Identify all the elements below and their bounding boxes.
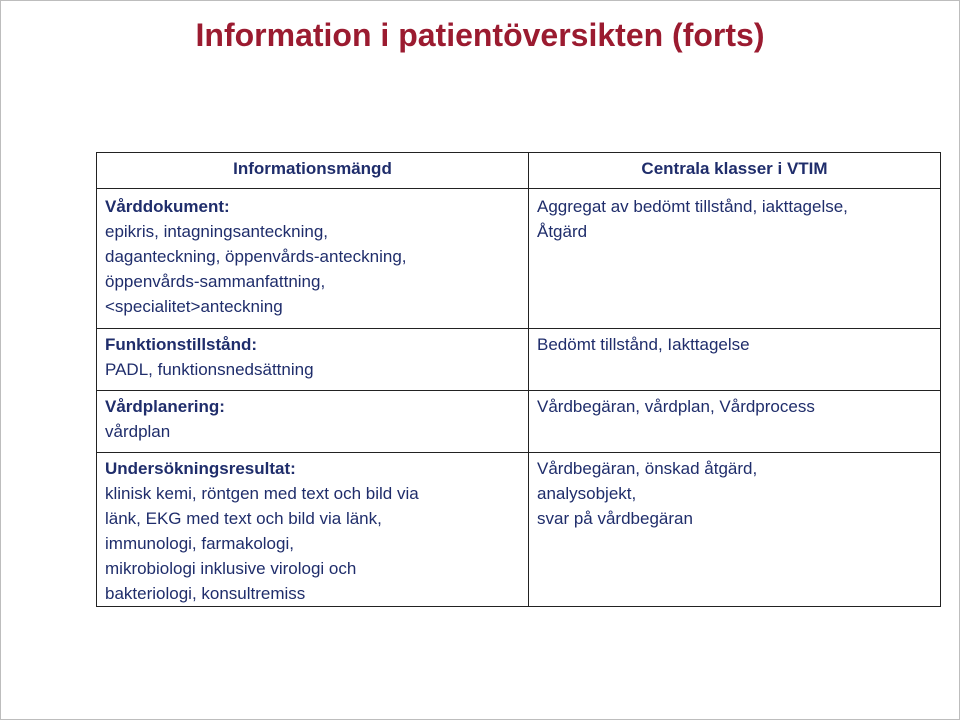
- row-text-line: <specialitet>anteckning: [105, 297, 283, 316]
- info-cell: [97, 189, 529, 329]
- row-text-line: daganteckning, öppenvårds-anteckning,: [105, 247, 407, 266]
- column-header-vtim: Centrala klasser i VTIM: [529, 153, 941, 189]
- vtim-cell: [529, 189, 941, 329]
- information-table: [96, 152, 941, 607]
- vtim-text-line: svar på vårdbegäran: [537, 509, 693, 528]
- vtim-text-line: analysobjekt,: [537, 484, 637, 503]
- table-header-row: [97, 153, 941, 189]
- row-text-line: vårdplan: [105, 422, 171, 441]
- vtim-text-line: Vårdbegäran, önskad åtgärd,: [537, 459, 758, 478]
- row-text-line: bakteriologi, konsultremiss: [105, 584, 306, 603]
- info-cell: [97, 391, 529, 453]
- row-label: Vårddokument:: [105, 197, 230, 216]
- info-cell: [97, 329, 529, 391]
- row-text-line: immunologi, farmakologi,: [105, 534, 294, 553]
- row-text-line: länk, EKG med text och bild via länk,: [105, 509, 382, 528]
- row-text-line: mikrobiologi inklusive virologi och: [105, 559, 357, 578]
- page-title: Information i patientöversikten (forts): [195, 17, 765, 53]
- vtim-text-line: Aggregat av bedömt tillstånd, iakttagelse,: [537, 197, 848, 216]
- row-label: Vårdplanering:: [105, 397, 225, 416]
- table-row: [97, 329, 941, 391]
- table-row: [97, 453, 941, 607]
- vtim-text-line: Bedömt tillstånd, Iakttagelse: [537, 335, 750, 354]
- row-text-line: öppenvårds-sammanfattning,: [105, 272, 326, 291]
- row-label: Undersökningsresultat:: [105, 459, 296, 478]
- vtim-text-line: Åtgärd: [537, 222, 588, 241]
- table-row: [97, 189, 941, 329]
- row-text-line: epikris, intagningsanteckning,: [105, 222, 329, 241]
- table-row: [97, 391, 941, 453]
- info-cell: [97, 453, 529, 607]
- vtim-cell: [529, 329, 941, 391]
- column-header-informationsmangd: Informationsmängd: [97, 153, 529, 189]
- row-text-line: PADL, funktionsnedsättning: [105, 360, 314, 379]
- vtim-cell: [529, 453, 941, 607]
- vtim-text-line: Vårdbegäran, vårdplan, Vårdprocess: [537, 397, 815, 416]
- row-text-line: klinisk kemi, röntgen med text och bild via: [105, 484, 419, 503]
- row-label: Funktionstillstånd:: [105, 335, 258, 354]
- vtim-cell: [529, 391, 941, 453]
